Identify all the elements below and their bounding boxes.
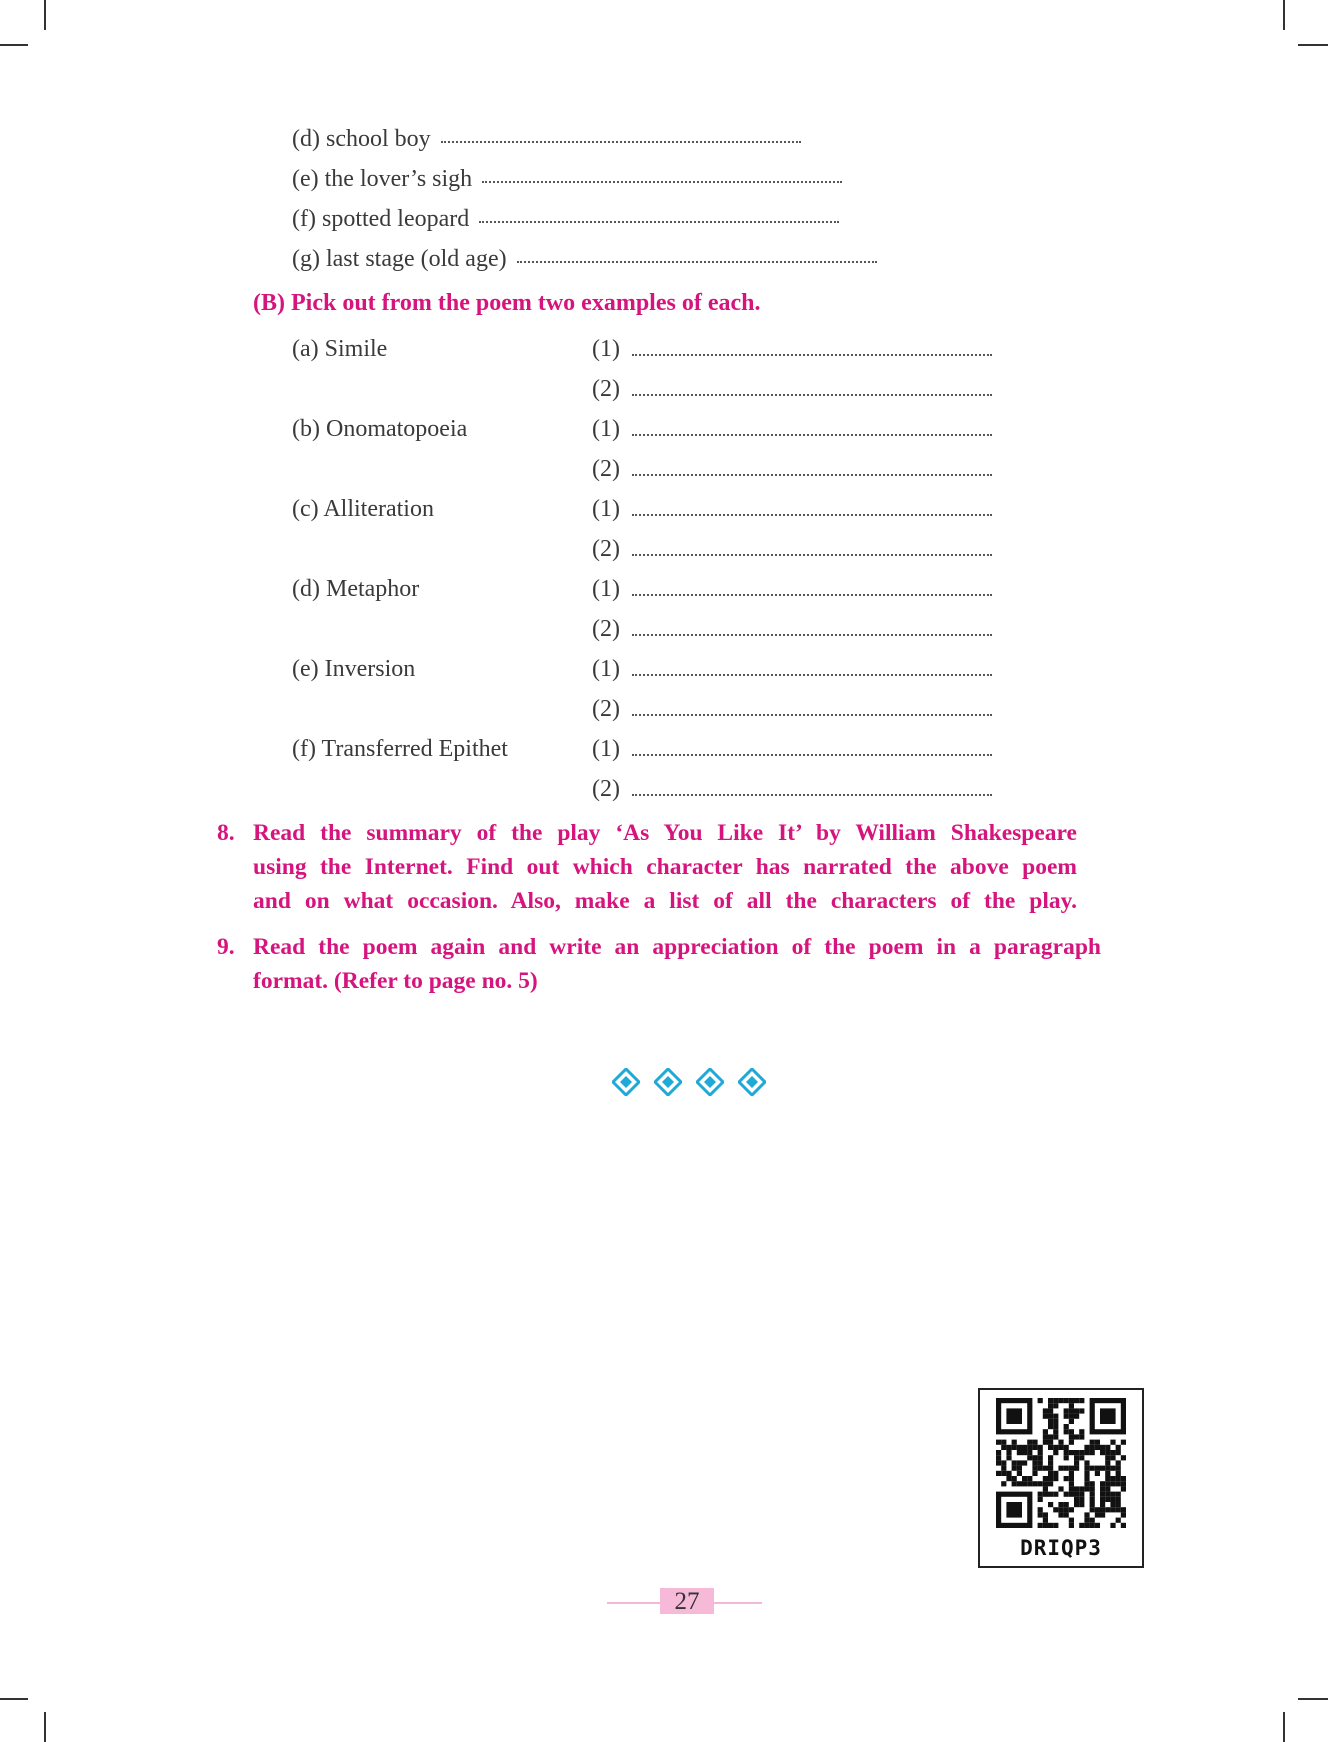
qr-code-icon xyxy=(990,1398,1132,1530)
question-9 xyxy=(217,930,1117,1006)
row-label: (d) Metaphor xyxy=(292,576,420,602)
answer-number: (2) xyxy=(592,456,620,482)
answer-line[interactable] xyxy=(632,594,992,596)
diamond-icon xyxy=(738,1068,766,1096)
section-b-heading: (B) Pick out from the poem two examples of each. xyxy=(253,290,761,316)
row-label: (c) Alliteration xyxy=(292,496,434,522)
question-text xyxy=(253,816,1077,918)
answer-number: (1) xyxy=(592,656,620,682)
answer-number: (2) xyxy=(592,696,620,722)
answer-line[interactable] xyxy=(632,554,992,556)
question-line: format. (Refer to page no. 5) xyxy=(253,968,538,994)
diamond-icon xyxy=(654,1068,682,1096)
answer-line[interactable] xyxy=(482,181,842,183)
fill-item xyxy=(292,126,801,153)
answer-number: (2) xyxy=(592,376,620,402)
answer-line[interactable] xyxy=(632,714,992,716)
page-footer xyxy=(0,1588,1328,1618)
qr-code-box[interactable] xyxy=(978,1388,1144,1568)
answer-number: (1) xyxy=(592,496,620,522)
question-text xyxy=(253,930,1101,998)
question-line: using the Internet. Find out which character has narrated the above poem xyxy=(253,854,1077,880)
row-label: (e) Inversion xyxy=(292,656,416,682)
answer-number: (1) xyxy=(592,736,620,762)
page-number: 27 xyxy=(674,1588,700,1615)
qr-code-label: DRIQP3 xyxy=(1020,1536,1102,1560)
answer-line[interactable] xyxy=(632,674,992,676)
question-8 xyxy=(217,816,1117,926)
answer-line[interactable] xyxy=(632,514,992,516)
answer-number: (1) xyxy=(592,336,620,362)
diamond-icon xyxy=(612,1068,640,1096)
row-label: (f) Transferred Epithet xyxy=(292,736,508,762)
row-label: (a) Simile xyxy=(292,336,388,362)
answer-line[interactable] xyxy=(632,474,992,476)
fill-item xyxy=(292,166,842,193)
fill-item-label: (f) spotted leopard xyxy=(292,206,470,232)
answer-line[interactable] xyxy=(632,794,992,796)
answer-line[interactable] xyxy=(517,261,877,263)
answer-line[interactable] xyxy=(479,221,839,223)
question-number: 9. xyxy=(217,934,235,960)
answer-number: (1) xyxy=(592,416,620,442)
answer-number: (2) xyxy=(592,536,620,562)
answer-number: (2) xyxy=(592,616,620,642)
answer-line[interactable] xyxy=(441,141,801,143)
answer-line[interactable] xyxy=(632,434,992,436)
answer-line[interactable] xyxy=(632,394,992,396)
fill-item-label: (g) last stage (old age) xyxy=(292,246,507,272)
question-number: 8. xyxy=(217,820,235,846)
question-line: Read the summary of the play ‘As You Like It’ by William Shakespeare xyxy=(253,820,1077,846)
answer-line[interactable] xyxy=(632,354,992,356)
question-line: Read the poem again and write an appreciation of the poem in a paragraph xyxy=(253,934,1101,960)
answer-line[interactable] xyxy=(632,754,992,756)
fill-item xyxy=(292,206,839,233)
answer-number: (1) xyxy=(592,576,620,602)
answer-number: (2) xyxy=(592,776,620,802)
answer-line[interactable] xyxy=(632,634,992,636)
fill-item-label: (d) school boy xyxy=(292,126,431,152)
fill-item xyxy=(292,246,877,273)
row-label: (b) Onomatopoeia xyxy=(292,416,468,442)
question-line: and on what occasion. Also, make a list of all the characters of the play. xyxy=(253,888,1077,914)
fill-item-label: (e) the lover’s sigh xyxy=(292,166,473,192)
diamond-icon xyxy=(696,1068,724,1096)
section-end-ornament xyxy=(612,1068,766,1096)
